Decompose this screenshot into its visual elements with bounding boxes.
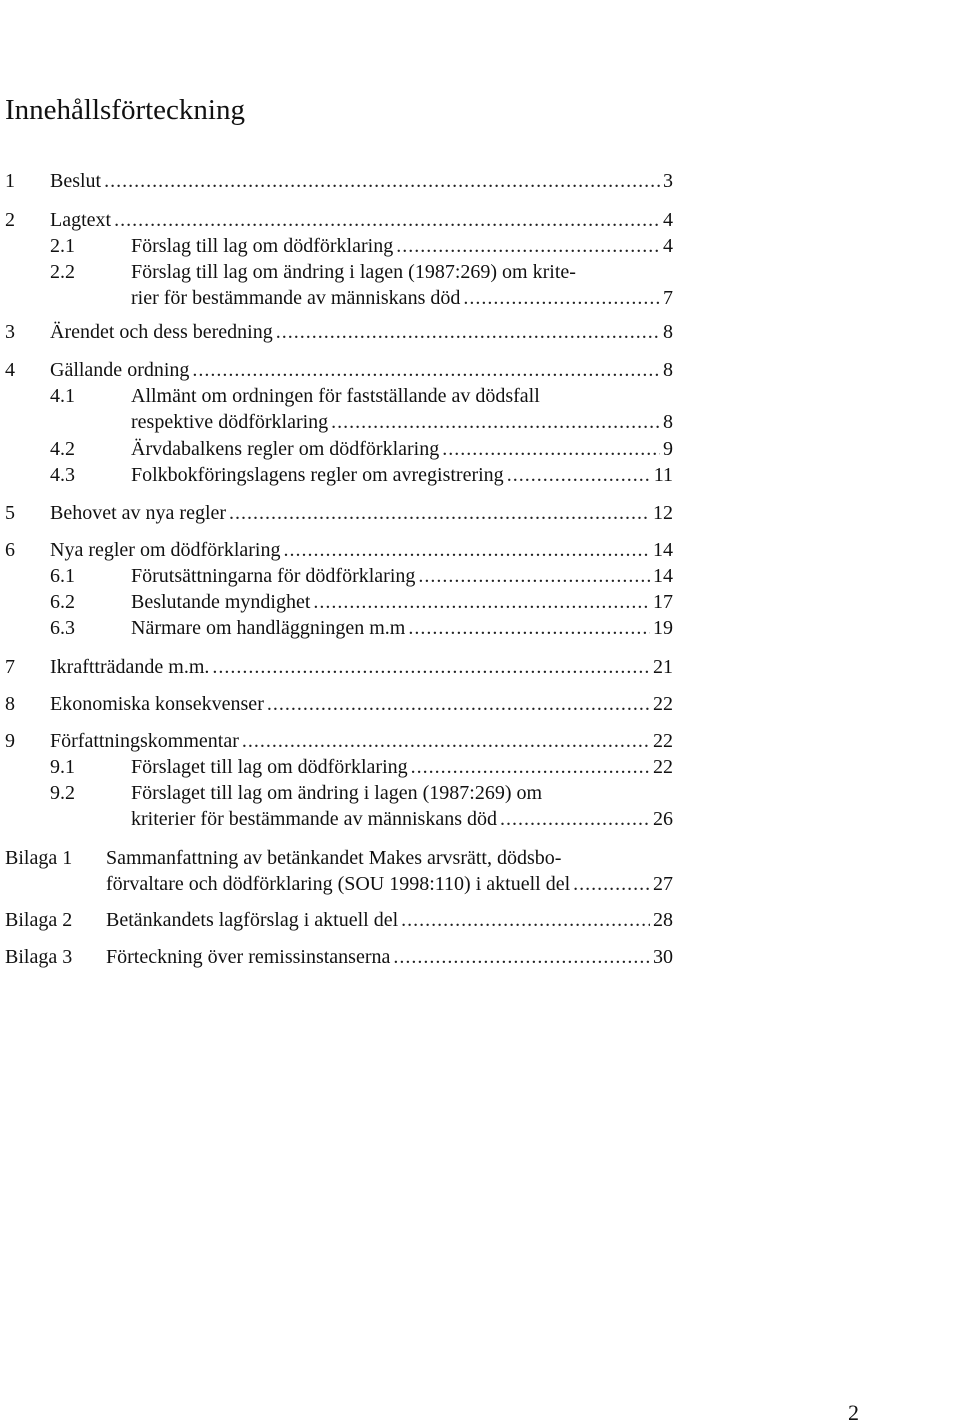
toc-entry-title: Ekonomiska konsekvenser <box>50 693 264 715</box>
toc-entry-title: Behovet av nya regler <box>50 502 227 524</box>
toc-entry-line <box>50 168 673 194</box>
dot-leader <box>393 944 650 970</box>
toc-entry-title: Betänkandets lagförslag i aktuell del <box>106 909 399 931</box>
toc-entry-line <box>131 383 540 409</box>
toc-entry-number: 5 <box>5 502 15 524</box>
toc-entry-title: Folkbokföringslagens regler om avregistrering <box>131 464 504 486</box>
toc-entry-page: 9 <box>663 438 673 460</box>
toc-entry-page: 4 <box>663 209 673 231</box>
dot-leader <box>276 319 660 345</box>
toc-entry-page: 22 <box>653 693 673 715</box>
dot-leader <box>331 409 660 435</box>
toc-entry-page: 8 <box>663 411 673 433</box>
dot-leader <box>104 168 660 194</box>
toc-entry-number: 6.1 <box>50 565 75 587</box>
toc-entry-number: 9.1 <box>50 756 75 778</box>
toc-entry-title: Lagtext <box>50 209 112 231</box>
toc-entry-title: Förslaget till lag om ändring i lagen (1987:269) om <box>131 782 543 804</box>
toc-entry-line <box>106 944 673 970</box>
toc-entry-number: 9.2 <box>50 782 75 804</box>
toc-entry-line <box>131 806 673 832</box>
toc-entry-number: 2.1 <box>50 235 75 257</box>
toc-entry-title: Allmänt om ordningen för fastställande av dödsfall <box>131 385 540 407</box>
dot-leader <box>507 462 651 488</box>
toc-entry-page: 26 <box>653 808 673 830</box>
dot-leader <box>114 207 660 233</box>
toc-entry-page: 14 <box>653 539 673 561</box>
dot-leader <box>229 500 650 526</box>
toc-entry-title: rier för bestämmande av människans död <box>131 287 461 309</box>
toc-entry-line <box>50 357 673 383</box>
toc-entry-number: 6.3 <box>50 617 75 639</box>
toc-entry-page: 8 <box>663 321 673 343</box>
dot-leader <box>192 357 660 383</box>
toc-entry-page: 7 <box>663 287 673 309</box>
toc-entry-title: Förteckning över remissinstanserna <box>106 946 391 968</box>
dot-leader <box>267 691 650 717</box>
toc-entry-number: 6.2 <box>50 591 75 613</box>
toc-entry-page: 22 <box>653 730 673 752</box>
toc-entry-number: 4.2 <box>50 438 75 460</box>
dot-leader <box>573 871 650 897</box>
toc-entry-page: 17 <box>653 591 673 613</box>
toc-entry-line <box>50 691 673 717</box>
toc-entry-page: 3 <box>663 170 673 192</box>
page-title: Innehållsförteckning <box>5 94 245 126</box>
dot-leader <box>242 728 650 754</box>
toc-entry-line <box>50 500 673 526</box>
toc-entry-line <box>50 537 673 563</box>
toc-entry-line <box>131 780 542 806</box>
toc-entry-title: Gällande ordning <box>50 359 190 381</box>
toc-entry-number: 2 <box>5 209 15 231</box>
toc-entry-title: Förutsättningarna för dödförklaring <box>131 565 416 587</box>
dot-leader <box>313 589 650 615</box>
toc-entry-line <box>131 259 576 285</box>
toc-entry-title: kriterier för bestämmande av människans död <box>131 808 497 830</box>
toc-entry-title: Sammanfattning av betänkandet Makes arvsrätt, dödsbo- <box>106 847 562 869</box>
page-number: 2 <box>848 1400 859 1425</box>
toc-entry-title: Beslut <box>50 170 102 192</box>
toc-entry-number: 6 <box>5 539 15 561</box>
toc-entry-number: 4.1 <box>50 385 75 407</box>
toc-entry-line <box>50 319 673 345</box>
toc-entry-title: Beslutande myndighet <box>131 591 311 613</box>
dot-leader <box>212 654 650 680</box>
toc-entry-title: Nya regler om dödförklaring <box>50 539 281 561</box>
toc-entry-line <box>50 728 673 754</box>
toc-entry-line <box>131 436 673 462</box>
toc-entry-title: respektive dödförklaring <box>131 411 329 433</box>
toc-entry-page: 21 <box>653 656 673 678</box>
toc-entry-line <box>131 754 673 780</box>
toc-entry-page: 30 <box>653 946 673 968</box>
toc-entry-line <box>131 462 673 488</box>
toc-entry-title: Förslag till lag om ändring i lagen (1987:269) om krite- <box>131 261 576 283</box>
toc-entry-title: Ärvdabalkens regler om dödförklaring <box>131 438 440 460</box>
toc-entry-line <box>131 615 673 641</box>
dot-leader <box>500 806 650 832</box>
toc-entry-line <box>106 871 673 897</box>
toc-entry-line <box>131 589 673 615</box>
toc-entry-line <box>50 207 673 233</box>
toc-entry-number: 8 <box>5 693 15 715</box>
toc-entry-line <box>131 233 673 259</box>
toc-entry-page: 22 <box>653 756 673 778</box>
dot-leader <box>283 537 650 563</box>
toc-entry-number: 3 <box>5 321 15 343</box>
dot-leader <box>408 615 650 641</box>
toc-entry-page: 28 <box>653 909 673 931</box>
toc-entry-line <box>50 654 673 680</box>
toc-entry-page: 14 <box>653 565 673 587</box>
toc-entry-line <box>106 907 673 933</box>
dot-leader <box>442 436 660 462</box>
toc-entry-page: 12 <box>653 502 673 524</box>
toc-entry-line <box>131 409 673 435</box>
toc-entry-number: 4.3 <box>50 464 75 486</box>
toc-entry-title: Förslag till lag om dödförklaring <box>131 235 394 257</box>
toc-entry-line <box>106 845 561 871</box>
toc-entry-number: Bilaga 3 <box>5 946 73 968</box>
toc-entry-title: Ikraftträdande m.m. <box>50 656 210 678</box>
toc-entry-page: 8 <box>663 359 673 381</box>
toc-entry-title: Närmare om handläggningen m.m <box>131 617 406 639</box>
toc-entry-title: Ärendet och dess beredning <box>50 321 273 343</box>
dot-leader <box>411 754 650 780</box>
toc-entry-title: förvaltare och dödförklaring (SOU 1998:110) i aktuell del <box>106 873 571 895</box>
toc-entry-number: 2.2 <box>50 261 75 283</box>
dot-leader <box>401 907 650 933</box>
toc-entry-title: Förslaget till lag om dödförklaring <box>131 756 408 778</box>
dot-leader <box>396 233 660 259</box>
toc-entry-line <box>131 285 673 311</box>
dot-leader <box>418 563 650 589</box>
toc-entry-number: 4 <box>5 359 15 381</box>
toc-entry-line <box>131 563 673 589</box>
toc-entry-page: 27 <box>653 873 673 895</box>
toc-entry-number: Bilaga 2 <box>5 909 73 931</box>
toc-entry-page: 19 <box>653 617 673 639</box>
toc-entry-page: 4 <box>663 235 673 257</box>
toc-entry-number: 7 <box>5 656 15 678</box>
toc-entry-number: 1 <box>5 170 15 192</box>
toc-entry-title: Författningskommentar <box>50 730 239 752</box>
dot-leader <box>463 285 660 311</box>
toc-entry-page: 11 <box>653 464 673 486</box>
toc-entry-number: Bilaga 1 <box>5 847 73 869</box>
toc-entry-number: 9 <box>5 730 15 752</box>
